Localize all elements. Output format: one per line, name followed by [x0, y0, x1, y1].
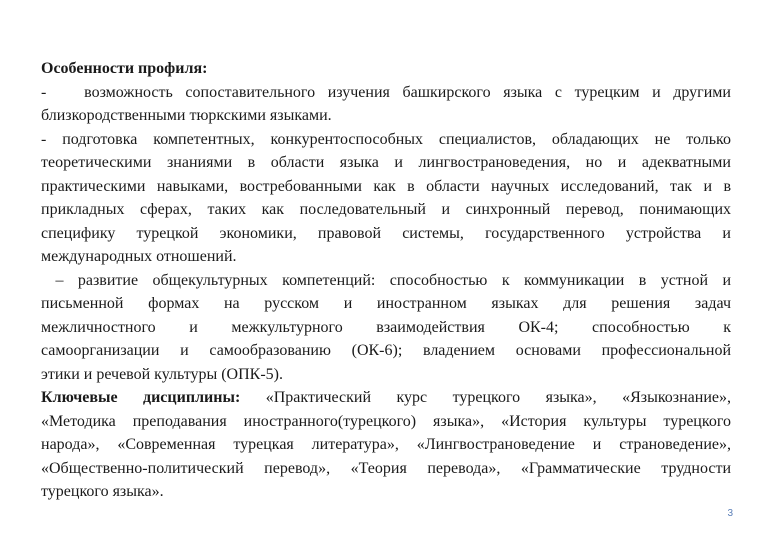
item-2-line-4: прикладных сферах, таких как последовательный и синхронный перевод, понимающих: [41, 201, 731, 218]
item-1-line-2: близкородственными тюркскими языками.: [41, 107, 332, 124]
item-2-line-6: международных отношений.: [41, 248, 237, 265]
slide-body: [41, 57, 731, 504]
page-number: 3: [727, 508, 733, 519]
item-1-bullet: -: [41, 83, 47, 101]
item-2-line-5: специфику турецкой экономики, правовой системы, государственного устройства и: [41, 224, 731, 242]
item-3-line-4: самоорганизации и самообразованию (ОК-6); владением основами профессиональной: [41, 342, 731, 359]
key-disciplines-label: Ключевые дисциплины:: [41, 389, 241, 406]
item-2-bullet: -: [41, 130, 47, 148]
item-3-line-3: межличностного и межкультурного взаимодействия ОК-4; способностью к: [41, 318, 731, 336]
profile-heading: Особенности профиля:: [41, 60, 208, 77]
item-2-line-3: практическими навыками, востребованными как в области научных исследований, так и в: [41, 177, 731, 195]
item-3-bullet: –: [55, 271, 64, 289]
key-disciplines-line-5: турецкого языка».: [41, 483, 164, 500]
key-disciplines-line-4: «Общественно-политический перевод», «Теория перевода», «Грамматические трудности: [41, 459, 731, 477]
item-2-line-1: - подготовка компетентных, конкурентоспособных специалистов, обладающих не только: [41, 130, 731, 148]
key-disciplines-line-1: Ключевые дисциплины: «Практический курс турецкого языка», «Языкознание»,: [41, 389, 731, 406]
item-3-line-2: письменной формах на русском и иностранном языках для решения задач: [41, 295, 731, 312]
item-3-line-5: этики и речевой культуры (ОПК-5).: [41, 365, 283, 383]
key-disciplines-line-2: «Методика преподавания иностранного(турецкого) языка», «История культуры турецкого: [41, 412, 731, 430]
item-3-line-1: – развитие общекультурных компетенций: способностью к коммуникации в устной и: [55, 271, 731, 289]
key-disciplines-line-3: народа», «Современная турецкая литература», «Лингвострановедение и страноведение»,: [41, 436, 731, 453]
item-1-line-1: - возможность сопоставительного изучения башкирского языка с турецким и другими: [41, 83, 731, 101]
item-2-line-2: теоретическими знаниями в области языка и лингвострановедения, но и адекватными: [41, 154, 731, 171]
